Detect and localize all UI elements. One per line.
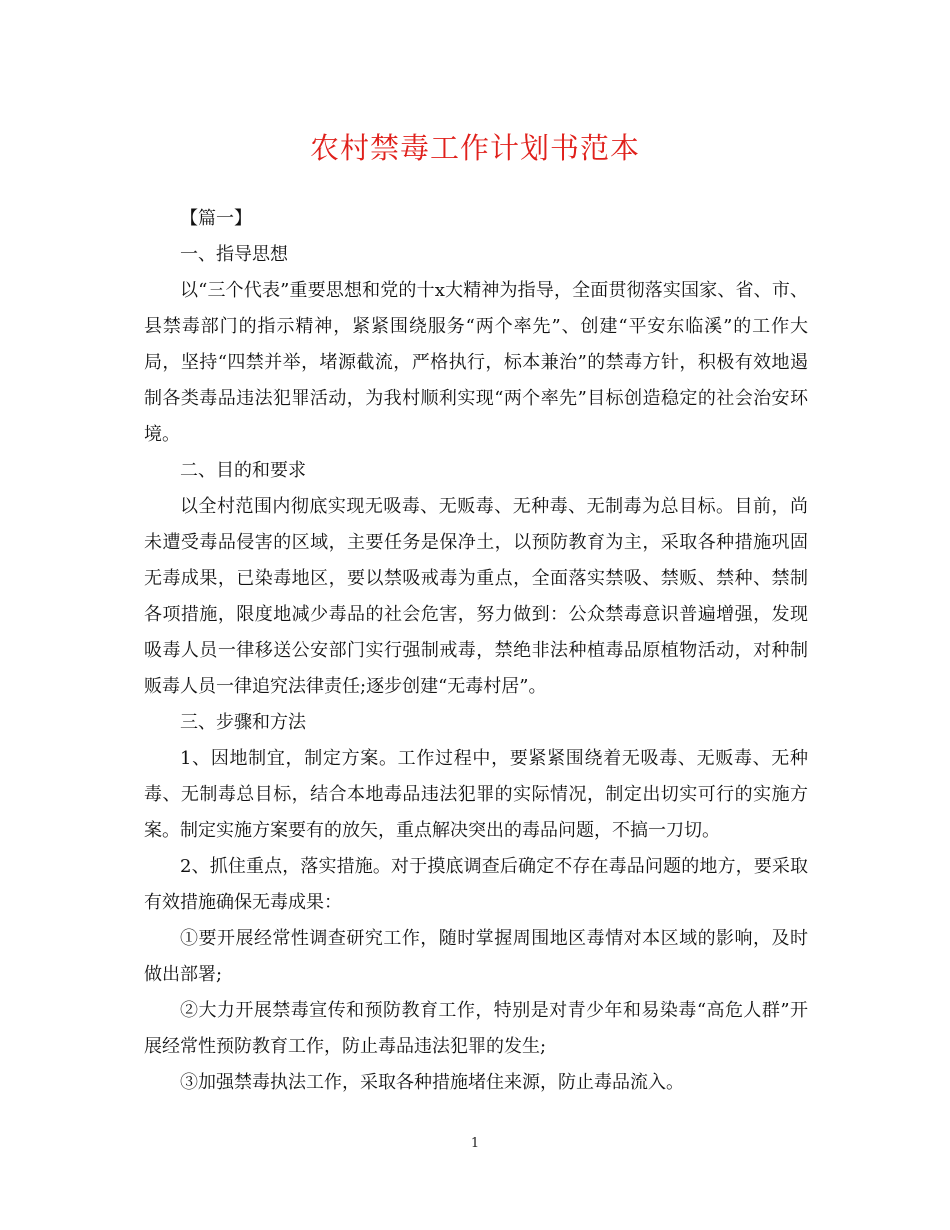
list-item-two: ②大力开展禁毒宣传和预防教育工作，特别是对青少年和易染毒“高危人群”开展经常性预防教育工作，防止毒品违法犯罪的发生; bbox=[144, 1000, 808, 1057]
list-item-one: ①要开展经常性调查研究工作，随时掌握周围地区毒情对本区域的影响，及时做出部署; bbox=[144, 928, 808, 985]
paragraph-step-two: 2、抓住重点，落实措施。对于摸底调查后确定不存在毒品问题的地方，要采取有效措施确保无毒成果： bbox=[144, 856, 808, 913]
list-item-three: ③加强禁毒执法工作，采取各种措施堵住来源，防止毒品流入。 bbox=[180, 1072, 684, 1093]
section-label-part-one: 【篇一】 bbox=[180, 208, 252, 229]
heading-goals-requirements: 二、目的和要求 bbox=[180, 460, 306, 481]
heading-steps-methods: 三、步骤和方法 bbox=[180, 712, 306, 733]
heading-guiding-ideology: 一、指导思想 bbox=[180, 244, 288, 265]
paragraph-step-one: 1、因地制宜，制定方案。工作过程中，要紧紧围绕着无吸毒、无贩毒、无种毒、无制毒总目标，结合本地毒品违法犯罪的实际情况，制定出切实可行的实施方案。制定实施方案要有的放矢，重点解决突出的毒品问题，不搞一刀切。 bbox=[144, 748, 808, 841]
page-number: 1 bbox=[470, 1136, 480, 1151]
paragraph-goals-requirements: 以全村范围内彻底实现无吸毒、无贩毒、无种毒、无制毒为总目标。目前，尚未遭受毒品侵害的区域，主要任务是保净土，以预防教育为主，采取各种措施巩固无毒成果，已染毒地区，要以禁吸戒毒为重点，全面落实禁吸、禁贩、禁种、禁制各项措施，限度地减少毒品的社会危害，努力做到：公众禁毒意识普遍增强，发现吸毒人员一律移送公安部门实行强制戒毒，禁绝非法种植毒品原植物活动，对种制贩毒人员一律追究法律责任;逐步创建“无毒村居”。 bbox=[144, 496, 808, 697]
paragraph-guiding-ideology: 以“三个代表”重要思想和党的十x大精神为指导，全面贯彻落实国家、省、市、县禁毒部门的指示精神，紧紧围绕服务“两个率先”、创建“平安东临溪”的工作大局，坚持“四禁并举，堵源截流，严格执行，标本兼治”的禁毒方针，积极有效地遏制各类毒品违法犯罪活动，为我村顺利实现“两个率先”目标创造稳定的社会治安环境。 bbox=[144, 280, 808, 445]
document-title: 农村禁毒工作计划书范本 bbox=[309, 131, 640, 165]
document-body bbox=[144, 201, 808, 1101]
